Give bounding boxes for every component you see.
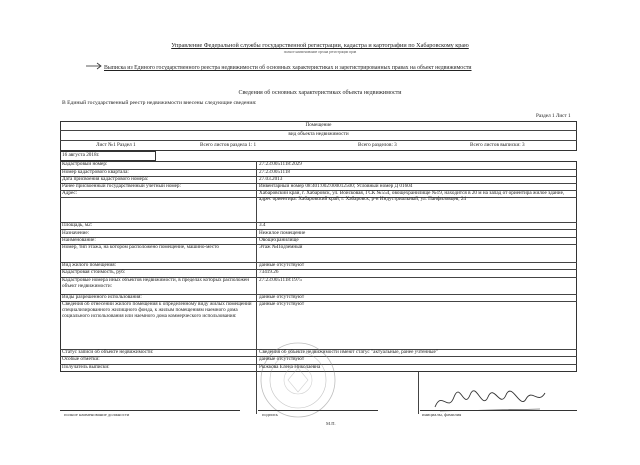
- object-title: Помещение: [305, 122, 332, 128]
- label-cadastral-number: Кадастровый номер:: [62, 161, 108, 167]
- label-previous-number: Ранее присвоенный государственный учетный номер:: [62, 183, 181, 189]
- value-special-marks: данные отсутствуют: [259, 356, 305, 362]
- value-area: 3.4: [259, 222, 266, 228]
- object-subtitle: вид объекта недвижимости: [288, 131, 349, 137]
- agency-name: Управление Федеральной службы государственной регистрации, кадастра и картографии по Хабаровскому краю: [171, 42, 469, 49]
- value-permitted-use: данные отсутствуют: [259, 294, 305, 300]
- label-parent-objects: Кадастровые номера иных объектов недвижимости, в пределах которых расположен объект недвижимости:: [62, 277, 249, 289]
- label-cadastral-value: Кадастровая стоимость, руб:: [62, 269, 126, 275]
- value-parent-objects: 27:23:0051118:1975: [259, 277, 302, 283]
- date-value: 16 августа 2018г.: [62, 152, 100, 158]
- label-special-housing: Сведения об отнесении жилого помещения к определенному виду жилых помещений специализированного жилищного фонда, к жилым помещениям наемного дома социального использования или наемного дома коммерческого использования:: [62, 301, 252, 319]
- label-permitted-use: Виды разрешенного использования:: [62, 294, 142, 300]
- label-purpose: Назначение:: [62, 230, 90, 236]
- label-name: Наименование:: [62, 237, 96, 243]
- label-address: Адрес:: [62, 190, 78, 196]
- value-assign-date: 27.03.2013: [259, 176, 283, 182]
- value-record-status: Сведения об объекте недвижимости имеют статус "актуальные, ранее учтенные": [259, 349, 438, 355]
- label-area: Площадь, м2:: [62, 222, 93, 228]
- value-address: Хабаровский край, г. Хабаровск, ул. Войсковая, ГСК №554, овощехранилище №19, находится в 20 м на запад от ориентира жилое здание, адрес ориентира: Хабаровский край, г. Хабаровск, р-н Индустриальный, ул. Панфиловцев, 24: [259, 190, 565, 202]
- razdel-label: Раздел 1 Лист 1: [536, 113, 571, 119]
- label-quarter-number: Номер кадастрового квартала:: [62, 169, 129, 175]
- sheet-info-2: Всего листов раздела 1: 1: [200, 142, 257, 148]
- value-floor: Этаж №Подземный: [259, 244, 303, 250]
- label-dwelling-type: Вид жилого помещения:: [62, 262, 117, 268]
- arrow-icon: [86, 61, 104, 71]
- sheet-info-4: Всего листов выписки: 3: [470, 142, 525, 148]
- value-dwelling-type: данные отсутствуют: [259, 262, 305, 268]
- sheet-info-1: Лист №1 Раздел 1: [96, 142, 136, 148]
- value-previous-number: Инвентарный номер 08:401:002:000012500; Условный номер Д 01604: [259, 183, 413, 189]
- value-cadastral-number: 27:23:0051118:2029: [259, 161, 302, 167]
- agency-caption: полное наименование органа регистрации прав: [283, 50, 357, 54]
- stamp-mp: М.П.: [326, 421, 336, 426]
- value-special-housing: данные отсутствуют: [259, 301, 305, 307]
- value-name: Овощехранилище: [259, 237, 299, 243]
- value-purpose: Нежилое помещение: [259, 230, 306, 236]
- value-recipient: Рыжкова Елена Николаевна: [259, 364, 321, 370]
- extract-title: Выписка из Единого государственного реестра недвижимости об основных характеристиках и зарегистрированных правах на объект недвижимости: [104, 65, 472, 71]
- position-caption: полное наименование должности: [64, 412, 130, 417]
- label-assign-date: Дата присвоения кадастрового номера:: [62, 176, 149, 182]
- value-quarter-number: 27:23:0051118: [259, 169, 291, 175]
- signature-caption: подпись: [262, 412, 279, 417]
- label-floor: Номер, тип этажа, на котором расположено помещение, машино-место: [62, 244, 219, 250]
- label-recipient: Получатель выписки:: [62, 364, 110, 370]
- value-cadastral-value: 73419.26: [259, 269, 279, 275]
- label-special-marks: Особые отметки:: [62, 356, 100, 362]
- sheet-info-3: Всего разделов: 3: [358, 142, 397, 148]
- section-title: Сведения об основных характеристиках объекта недвижимости: [238, 90, 402, 96]
- name-caption: инициалы, фамилия: [422, 412, 462, 417]
- intro-text: В Единый государственный реестр недвижимости внесены следующие сведения:: [62, 100, 257, 106]
- official-seal-icon: [258, 340, 338, 420]
- label-record-status: Статус записи об объекте недвижимости:: [62, 349, 154, 355]
